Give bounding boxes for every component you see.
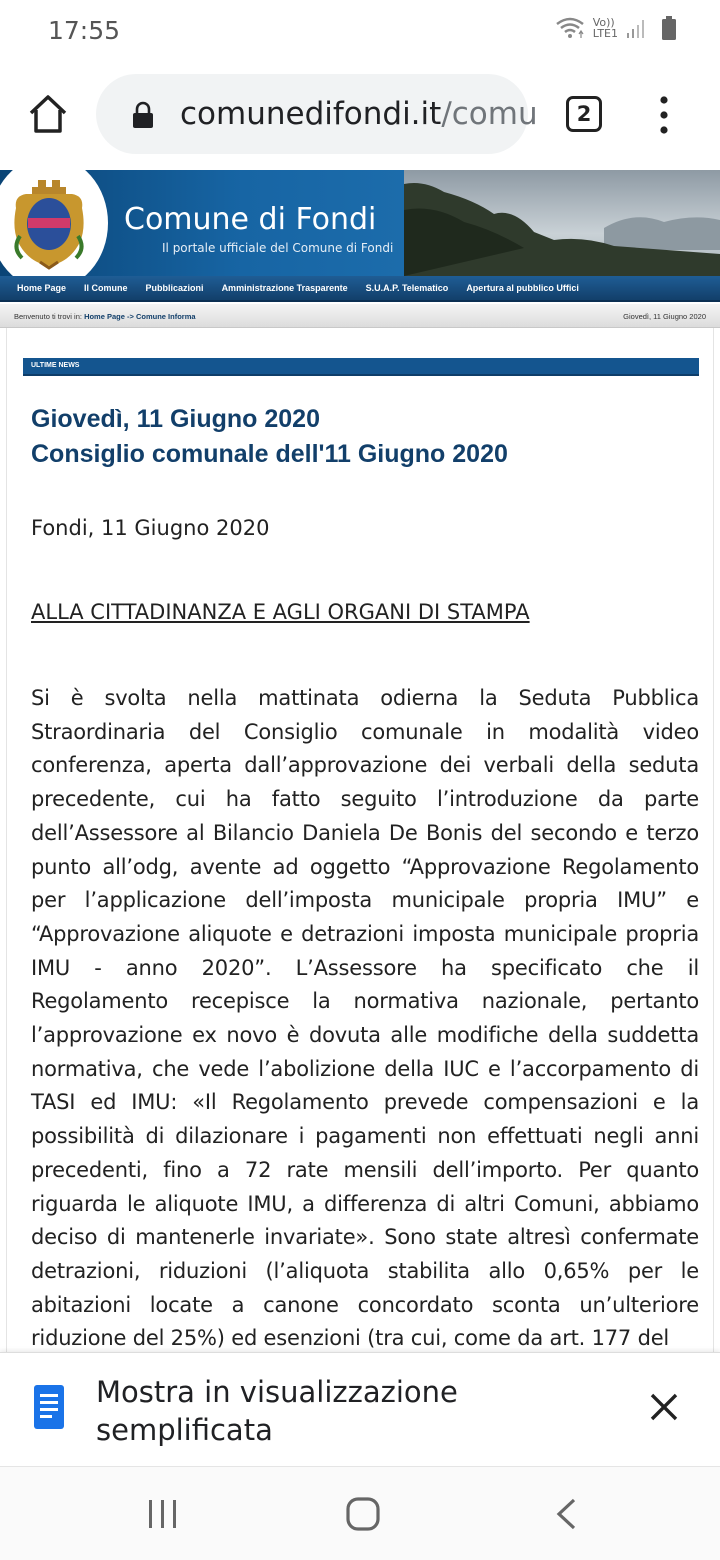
network-type-label: Vo)) LTE1	[592, 16, 618, 40]
breadcrumb	[0, 304, 720, 328]
section-header: ULTIME NEWS	[23, 358, 699, 376]
headline-date: Giovedì, 11 Giugno 2020	[31, 405, 320, 433]
article-body: Si è svolta nella mattinata odierna la Seduta Pubblica Straordinaria del Consiglio comunale in modalità video conferenza, aperta dall’approvazione dei verbali della seduta precedente, cui ha fatto seguito l’introduzione da parte dell’Assessore al Bilancio Daniela De Bonis del secondo e terzo punto all’odg, avente ad oggetto “Approvazione Regolamento per l’applicazione dell’imposta municipale propria IMU” e “Approvazione aliquote e detrazioni imposta municipale propria IMU - anno 2020”. L’Assessore ha specificato che il Regolamento recepisce la normativa nazionale, pertanto l’approvazione ex novo è dovuta alle modifiche della suddetta normativa, che vede l’abolizione della IUC e l’accorpamento di TASI ed IMU: «Il Regolamento prevede compensazioni e la possibilità di dilazionare i pagamenti non effettuati negli anni precedenti, fino a 72 rate mensili dell’importo. Per quanto riguarda le aliquote IMU, a differenza di altri Comuni, abbiamo deciso di mantenerle invariate». Sono state altresì confermate detrazioni, riduzioni (l’aliquota stabilita allo 0,65% per le abitazioni locate a canone concordato sconta un’ulteriore riduzione del 25%) ed esenzioni (tra cui, come da art. 177 del	[31, 686, 699, 1351]
site-nav	[0, 276, 720, 302]
nav-pubblicazioni[interactable]: Pubblicazioni	[145, 283, 204, 293]
recent-apps-icon[interactable]	[146, 1497, 180, 1531]
nav-il-comune[interactable]: Il Comune	[84, 283, 128, 293]
tab-switcher-button[interactable]: 2	[566, 96, 602, 132]
nav-home-page[interactable]: Home Page	[17, 283, 67, 293]
breadcrumb-prefix: Benvenuto ti trovi in:	[14, 312, 82, 321]
url-text[interactable]: comunedifondi.it/comu	[180, 96, 538, 132]
more-menu-icon[interactable]	[654, 94, 674, 136]
site-title[interactable]: Comune di Fondi	[124, 202, 377, 237]
system-navigation-bar	[0, 1466, 720, 1560]
status-icons	[555, 16, 676, 40]
status-time: 17:55	[48, 16, 121, 45]
header-banner	[0, 170, 404, 276]
back-icon[interactable]	[552, 1497, 580, 1531]
municipal-crest-icon[interactable]	[10, 178, 88, 270]
breadcrumb-path[interactable]: Home Page -> Comune Informa	[84, 312, 196, 321]
article-recipients: ALLA CITTADINANZA E AGLI ORGANI DI STAMPA	[31, 600, 530, 624]
article-dateline: Fondi, 11 Giugno 2020	[31, 516, 270, 540]
breadcrumb-trail	[14, 312, 196, 321]
wifi-icon	[555, 16, 585, 40]
simplified-view-label[interactable]: Mostra in visualizzazione semplificata	[96, 1375, 458, 1447]
article-content	[6, 328, 714, 1352]
document-icon	[34, 1385, 64, 1429]
browser-toolbar	[0, 62, 720, 170]
battery-icon	[662, 16, 676, 40]
site-header	[0, 170, 720, 276]
nav-amministrazione-trasparente[interactable]: Amministrazione Trasparente	[221, 283, 348, 293]
address-bar[interactable]	[96, 74, 538, 154]
signal-icon	[626, 17, 646, 39]
header-landscape-image	[404, 170, 720, 276]
status-bar	[0, 0, 720, 62]
nav-apertura-uffici[interactable]: Apertura al pubblico Uffici	[466, 283, 579, 293]
nav-suap-telematico[interactable]: S.U.A.P. Telematico	[365, 283, 449, 293]
lock-icon	[132, 102, 154, 128]
home-nav-icon[interactable]	[346, 1497, 380, 1531]
home-icon[interactable]	[26, 92, 70, 136]
breadcrumb-date: Giovedì, 11 Giugno 2020	[623, 312, 706, 321]
article-headline	[31, 402, 508, 472]
simplified-view-prompt[interactable]	[0, 1352, 720, 1466]
site-subtitle: Il portale ufficiale del Comune di Fondi	[162, 241, 394, 255]
headline-title: Consiglio comunale dell'11 Giugno 2020	[31, 440, 508, 468]
close-icon[interactable]	[648, 1391, 680, 1423]
